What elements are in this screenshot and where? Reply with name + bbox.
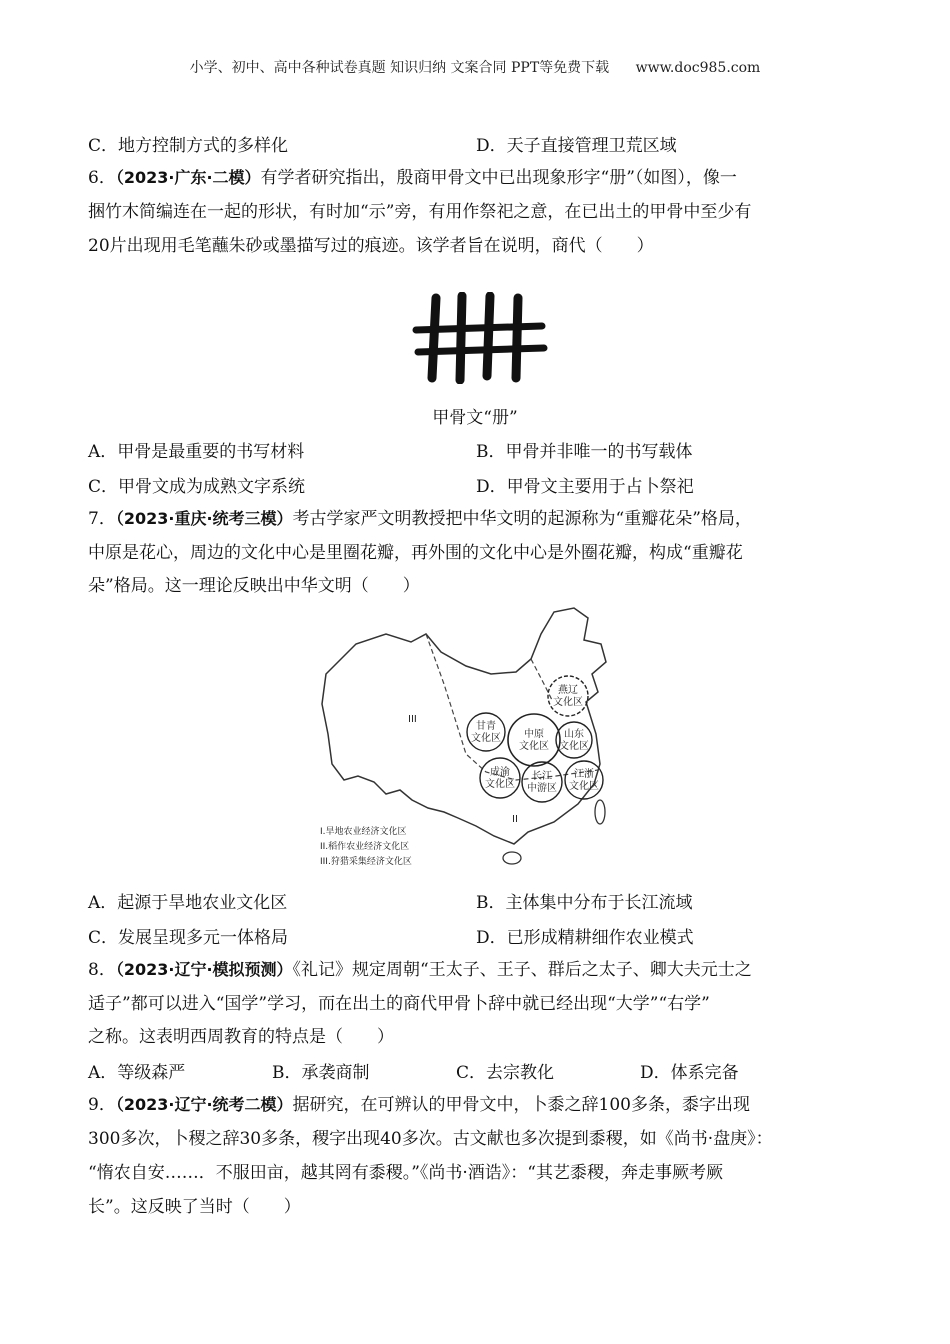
q7-stem-line3: 朵”格局。这一理论反映出中华文明（ ） [88,576,420,596]
label-shandong-1: 山东 [564,729,584,740]
label-ganqing-1: 甘青 [476,721,496,732]
q9-stem-line1 [88,1094,750,1116]
q7-stem-line1 [88,508,752,530]
q9-text1: 据研究，在可辨认的甲骨文中，卜黍之辞100多条，黍字出现 [292,1095,750,1115]
label-chengyu-1: 成渝 [490,767,510,778]
q8-option-d: D．体系完备 [640,1063,739,1083]
label-yanliao-1: 燕辽 [558,685,578,696]
q8-option-b: B．承袭商制 [272,1063,370,1083]
q5-option-c: C．地方控制方式的多样化 [88,136,289,156]
q7-option-b: B．主体集中分布于长江流域 [476,893,693,913]
q7-text1: 考古学家严文明教授把中华文明的起源称为“重瓣花朵”格局， [292,509,752,529]
circle-shandong [556,722,592,758]
q9-source: （2023·辽宁·统考二模） [115,1095,293,1114]
label-shandong-2: 文化区 [559,741,589,752]
q9-number: 9． [88,1095,116,1115]
label-zhongyuan-2: 文化区 [519,741,549,752]
header-text: 小学、初中、高中各种试卷真题 知识归纳 文案合同 PPT等免费下载 [189,60,610,76]
label-yanliao-2: 文化区 [553,697,583,708]
label-changjiang-1: 长江 [532,771,552,782]
china-culture-map [316,604,616,872]
q8-stem-line3: 之称。这表明西周教育的特点是（ ） [88,1027,394,1047]
q6-number: 6． [88,168,116,188]
circle-chengyu [480,758,520,798]
page-header [0,57,950,77]
q6-figure-caption: 甲骨文“册” [432,408,518,428]
label-chengyu-2: 文化区 [485,779,515,790]
label-jiangzhe-2: 文化区 [569,781,599,792]
circle-ganqing [467,713,505,751]
q9-stem-line4: 长”。这反映了当时（ ） [88,1197,301,1217]
q6-option-c: C．甲骨文成为成熟文字系统 [88,477,306,497]
circle-jiangzhe [565,761,603,799]
q6-source: （2023·广东·二模） [115,168,261,187]
q8-stem-line2: 适子”都可以进入“国学”学习，而在出土的商代甲骨卜辞中就已经出现“大学”“右学” [88,994,710,1014]
q8-source: （2023·辽宁·模拟预测） [115,960,293,979]
q8-option-a: A．等级森严 [88,1063,186,1083]
q9-stem-line3: “惰农自安……．不服田亩，越其罔有黍稷。”《尚书·酒诰》：“其艺黍稷，奔走事厥考厥 [88,1163,723,1183]
circle-zhongyuan [508,714,560,766]
q8-number: 8． [88,960,116,980]
q9-stem-line2: 300多次，卜稷之辞30多条，稷字出现40多次。古文献也多次提到黍稷，如《尚书·盘庚》： [88,1129,773,1149]
map-region-iii: III [408,714,417,725]
map-region-ii: II [512,814,518,825]
q6-stem-line2: 捆竹木简编连在一起的形状，有时加“示”旁，有用作祭祀之意，在已出土的甲骨中至少有 [88,202,752,222]
q7-option-c: C．发展呈现多元一体格局 [88,928,289,948]
q8-stem-line1 [88,959,752,981]
q6-option-a: A．甲骨是最重要的书写材料 [88,442,305,462]
q7-stem-line2: 中原是花心，周边的文化中心是里圈花瓣，再外围的文化中心是外圈花瓣，构成“重瓣花 [88,543,743,563]
taiwan-island [595,800,605,824]
map-legend-1: I.旱地农业经济文化区 [320,827,407,837]
q8-option-c: C．去宗教化 [456,1063,555,1083]
hainan-island [503,852,521,864]
label-jiangzhe-1: 江浙 [574,769,594,780]
q6-stem-line3: 20片出现用毛笔蘸朱砂或墨描写过的痕迹。该学者旨在说明，商代（ ） [88,236,654,256]
q5-option-d: D．天子直接管理卫荒区域 [476,136,677,156]
region-boundary-2 [531,659,552,700]
q6-text1: 有学者研究指出，殷商甲骨文中已出现象形字“册”（如图），像一 [260,168,737,188]
oracle-bone-ce-glyph [410,292,548,384]
label-zhongyuan-1: 中原 [524,729,544,740]
map-legend-3: III.狩猎采集经济文化区 [320,857,412,867]
q7-number: 7． [88,509,116,529]
label-changjiang-2: 中游区 [527,783,557,794]
circle-changjiang [522,762,562,802]
label-ganqing-2: 文化区 [471,733,501,744]
header-site[interactable]: www.doc985.com [635,60,761,76]
map-legend-2: II.稻作农业经济文化区 [320,842,410,852]
q7-option-a: A．起源于旱地农业文化区 [88,893,288,913]
q8-text1: 《礼记》规定周朝“王太子、王子、群后之太子、卿大夫元士之 [292,960,752,980]
circle-yanliao [548,676,588,716]
q6-option-b: B．甲骨并非唯一的书写载体 [476,442,693,462]
q7-option-d: D．已形成精耕细作农业模式 [476,928,694,948]
q7-source: （2023·重庆·统考三模） [115,509,293,528]
q6-option-d: D．甲骨文主要用于占卜祭祀 [476,477,694,497]
q6-stem-line1 [88,167,737,189]
